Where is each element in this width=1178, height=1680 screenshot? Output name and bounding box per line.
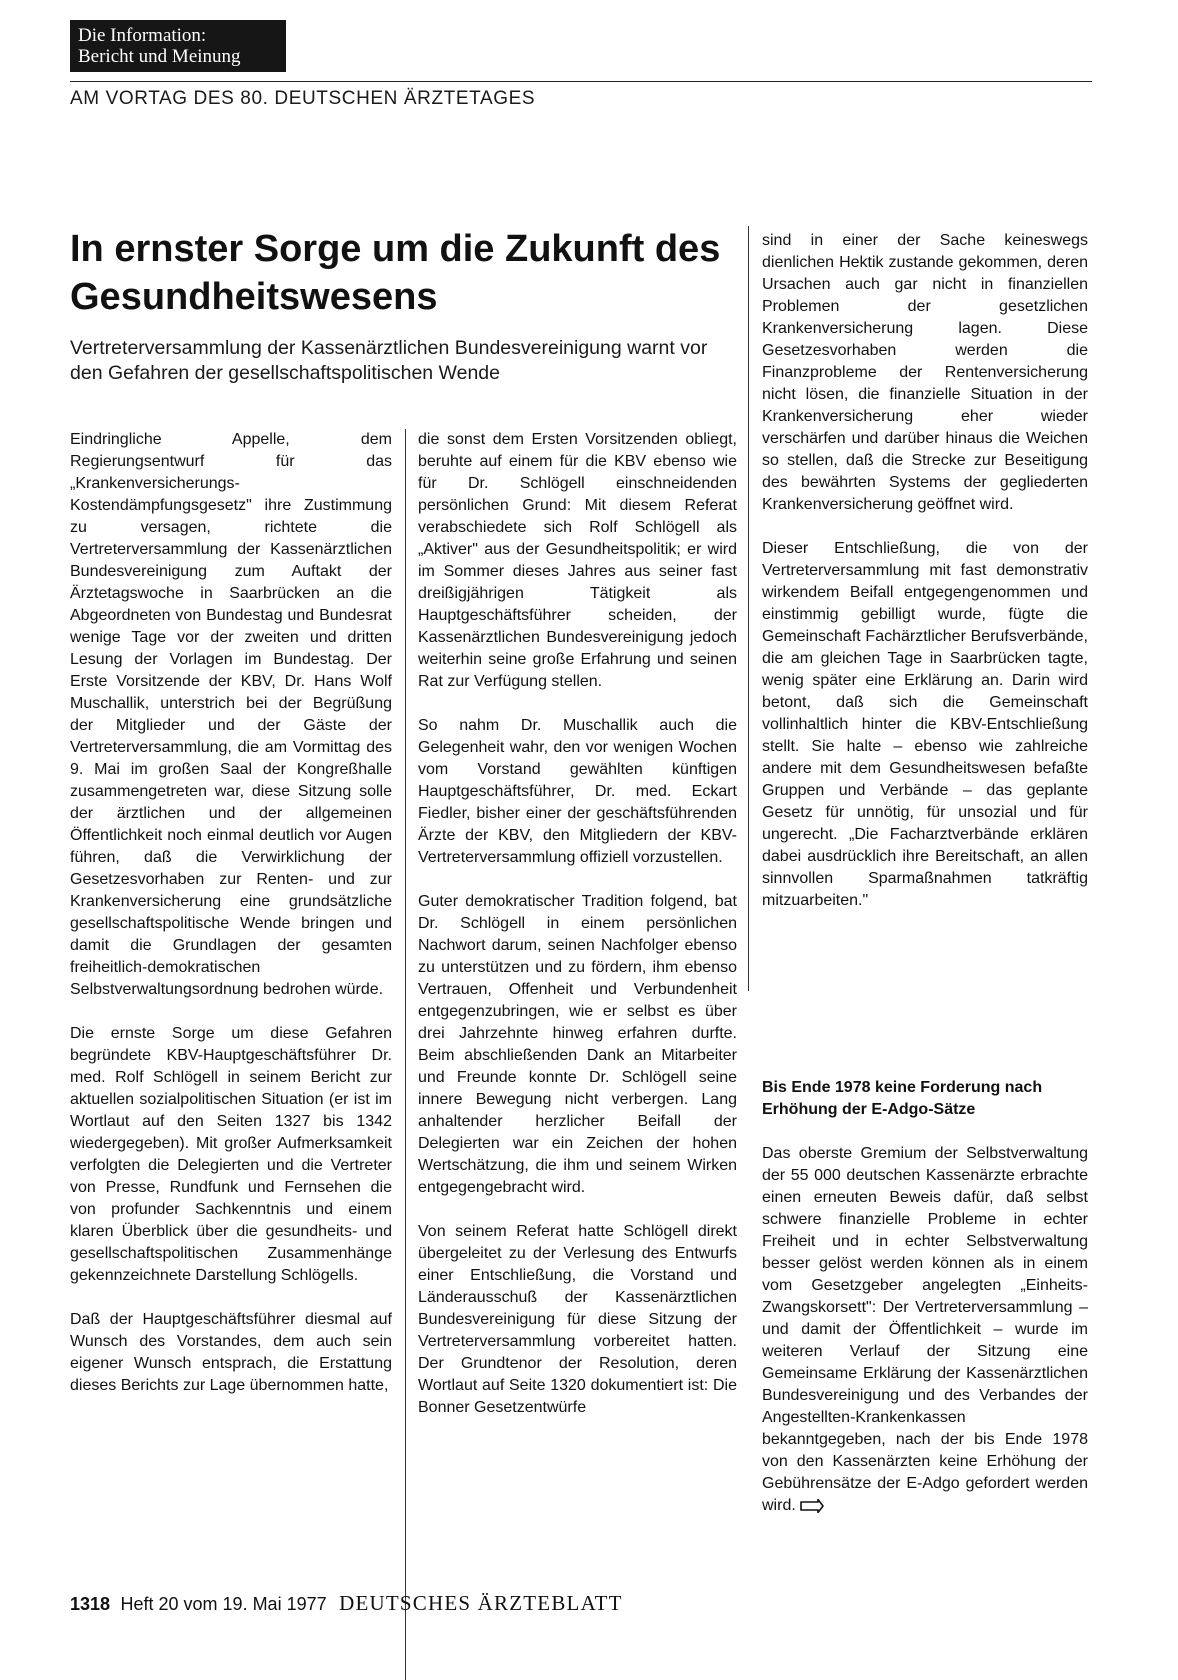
column-2 xyxy=(418,429,737,1419)
column-3-upper xyxy=(762,230,1088,912)
paragraph: Daß der Hauptgeschäftsführer diesmal auf Wunsch des Vorstandes, dem auch sein eigener Wunsch entsprach, die Erstattung dieses Berichts zur Lage übernommen hatte, xyxy=(70,1311,392,1394)
column-rule-1 xyxy=(405,429,406,1680)
rubric-line-2: Bericht und Meinung xyxy=(78,46,241,67)
header-rule xyxy=(70,81,1092,82)
paragraph: Von seinem Referat hatte Schlögell direkt übergeleitet zu der Verlesung des Entwurfs einer Entschließung, die Vorstand und Länderausschuß der Kassenärztlichen Bundesvereinigung für diese Sitzung der Vertreterversammlung vorbereitet hatten. Der Grundtenor der Resolution, deren Wortlaut auf Seite 1320 dokumentiert ist: Die Bonner Gesetzentwürfe xyxy=(418,1223,737,1416)
page-footer xyxy=(70,1591,623,1616)
paragraph: Eindringliche Appelle, dem Regierungsentwurf für das „Krankenversicherungs-Kostendämpfungsgesetz" ihre Zustimmung zu versagen, richtete die Vertreterversammlung der Kassenärztlichen Bundesvereinigung zum Auftakt der Ärztetagswoche in Saarbrücken an die Abgeordneten von Bundestag und Bundesrat wenige Tage vor der zweiten und dritten Lesung der Vorlagen im Bundestag. Der Erste Vorsitzende der KBV, Dr. Hans Wolf Muschallik, unterstrich bei der Begrüßung der Mitglieder und der Gäste der Vertreterversammlung, die am Vormittag des 9. Mai im großen Saal der Kongreßhalle zusammengetreten war, diese Sitzung solle der ärztlichen und der allgemeinen Öffentlichkeit noch einmal deutlich vor Augen führen, daß die Verwirklichung der Gesetzesvorhaben zur Renten- und zur Krankenversicherung eine grundsätzliche gesellschaftspolitische Wende bringen und damit die Grundlagen der gesamten freiheitlich-demokratischen Selbstverwaltungsordnung bedrohen würde. xyxy=(70,431,392,998)
paragraph: Guter demokratischer Tradition folgend, bat Dr. Schlögell in einem persönlichen Nachwort darum, seinen Nachfolger ebenso zu unterstützen und zu fördern, ihm ebenso Vertrauen, Offenheit und Verbundenheit entgegenzubringen, wie er selbst es über drei Jahrzehnte hinweg erfahren durfte. Beim abschließenden Dank an Mitarbeiter und Freunde konnte Dr. Schlögell seine innere Bewegung nicht verbergen. Lang anhaltender herzlicher Beifall der Delegierten war ein Zeichen der hohen Wertschätzung, die ihm und seinem Wirken entgegengebracht wird. xyxy=(418,893,737,1196)
paragraph xyxy=(762,1143,1088,1517)
column-3-lower xyxy=(762,1077,1088,1517)
paragraph-text: Das oberste Gremium der Selbstverwaltung der 55 000 deutschen Kassenärzte erbrachte einen erneuten Beweis dafür, daß selbst schwere finanzielle Probleme in echter Freiheit und in echter Selbstverwaltung besser gelöst werden können als in einem vom Gesetzgeber angelegten „Einheits-Zwangskorsett": Der Vertreterversammlung – und damit der Öffentlichkeit – wurde im weiteren Verlauf der Sitzung eine Gemeinsame Erklärung der Kassenärztlichen Bundesvereinigung und des Verbandes der Angestellten-Krankenkassen bekanntgegeben, nach der bis Ende 1978 von den Kassenärzten keine Erhöhung der Gebührensätze der E-Adgo gefordert werden wird. xyxy=(762,1145,1088,1514)
rubric-box xyxy=(70,20,286,72)
paragraph: So nahm Dr. Muschallik auch die Gelegenheit wahr, den vor wenigen Wochen vom Vorstand gewählten künftigen Hauptgeschäftsführer, Dr. med. Eckart Fiedler, bisher einer der geschäftsführenden Ärzte der KBV, den Mitgliedern der KBV-Vertreterversammlung offiziell vorzustellen. xyxy=(418,717,737,866)
paragraph: die sonst dem Ersten Vorsitzenden obliegt, beruhte auf einem für die KBV ebenso wie für Dr. Schlögell einschneidenden persönlichen Grund: Mit diesem Referat verabschiedete sich Rolf Schlögell als „Aktiver" aus der Gesundheitspolitik; er wird im Sommer dieses Jahres aus seiner fast dreißigjährigen Tätigkeit als Hauptgeschäftsführer scheiden, der Kassenärztlichen Bundesvereinigung jedoch weiterhin seine große Erfahrung und seinen Rat zur Verfügung stellen. xyxy=(418,431,737,690)
issue-info: Heft 20 vom 19. Mai 1977 xyxy=(120,1594,327,1614)
rubric-line-1: Die Information: xyxy=(78,25,207,46)
subsection-heading: Bis Ende 1978 keine Forderung nach Erhöhung der E-Adgo-Sätze xyxy=(762,1079,1043,1118)
paragraph: sind in einer der Sache keineswegs dienlichen Hektik zustande gekommen, deren Ursachen auch gar nicht in finanziellen Problemen der gesetzlichen Krankenversicherung lagen. Diese Gesetzesvorhaben werden die Finanzprobleme der Rentenversicherung nicht lösen, die finanzielle Situation in der Krankenversicherung eher wieder verschärfen und darüber hinaus die Weichen so stellen, daß die Strecke zur Beseitigung des bewährten Systems der gegliederten Krankenversicherung geöffnet wird. xyxy=(762,232,1088,513)
paragraph: Dieser Entschließung, die von der Vertreterversammlung mit fast demonstrativ wirkendem Beifall entgegengenommen und einstimmig gebilligt wurde, fügte die Gemeinschaft Fachärztlicher Berufsverbände, die am gleichen Tage in Saarbrücken tagte, wenig später eine Erklärung an. Darin wird betont, daß sich die Gemeinschaft vollinhaltlich hinter die KBV-Entschließung stellt. Sie halte – ebenso wie zahlreiche andere mit dem Gesundheitswesen befaßte Gruppen und Verbände – das geplante Gesetz für unnötig, für unsozial und für ungerecht. „Die Facharztverbände erklären dabei ausdrücklich ihre Bereitschaft, an allen sinnvollen Sparmaßnahmen tatkräftig mitzuarbeiten." xyxy=(762,540,1088,909)
paragraph: Die ernste Sorge um diese Gefahren begründete KBV-Hauptgeschäftsführer Dr. med. Rolf Schlögell in seinem Bericht zur aktuellen sozialpolitischen Situation (er ist im Wortlaut auf den Seiten 1327 bis 1342 wiedergegeben). Mit großer Aufmerksamkeit verfolgten die Delegierten und die Vertreter von Presse, Rundfunk und Fernsehen die von profunder Sachkenntnis und einem klaren Überblick über die gesundheits- und gesellschaftspolitischen Zusammenhänge gekennzeichnete Darstellung Schlögells. xyxy=(70,1025,392,1284)
magazine-name: DEUTSCHES ÄRZTEBLATT xyxy=(339,1591,623,1615)
arrow-right-outline-icon xyxy=(800,1499,824,1513)
page-number: 1318 xyxy=(70,1594,111,1614)
column-rule-2 xyxy=(748,226,749,991)
article-headline: In ernster Sorge um die Zukunft des Gesundheitswesens xyxy=(70,228,721,318)
article-subheadline: Vertreterversammlung der Kassenärztlichen Bundesvereinigung warnt vor den Gefahren der gesellschaftspolitischen Wende xyxy=(70,337,708,384)
section-title: AM VORTAG DES 80. DEUTSCHEN ÄRZTETAGES xyxy=(70,88,536,109)
column-1 xyxy=(70,429,392,1397)
